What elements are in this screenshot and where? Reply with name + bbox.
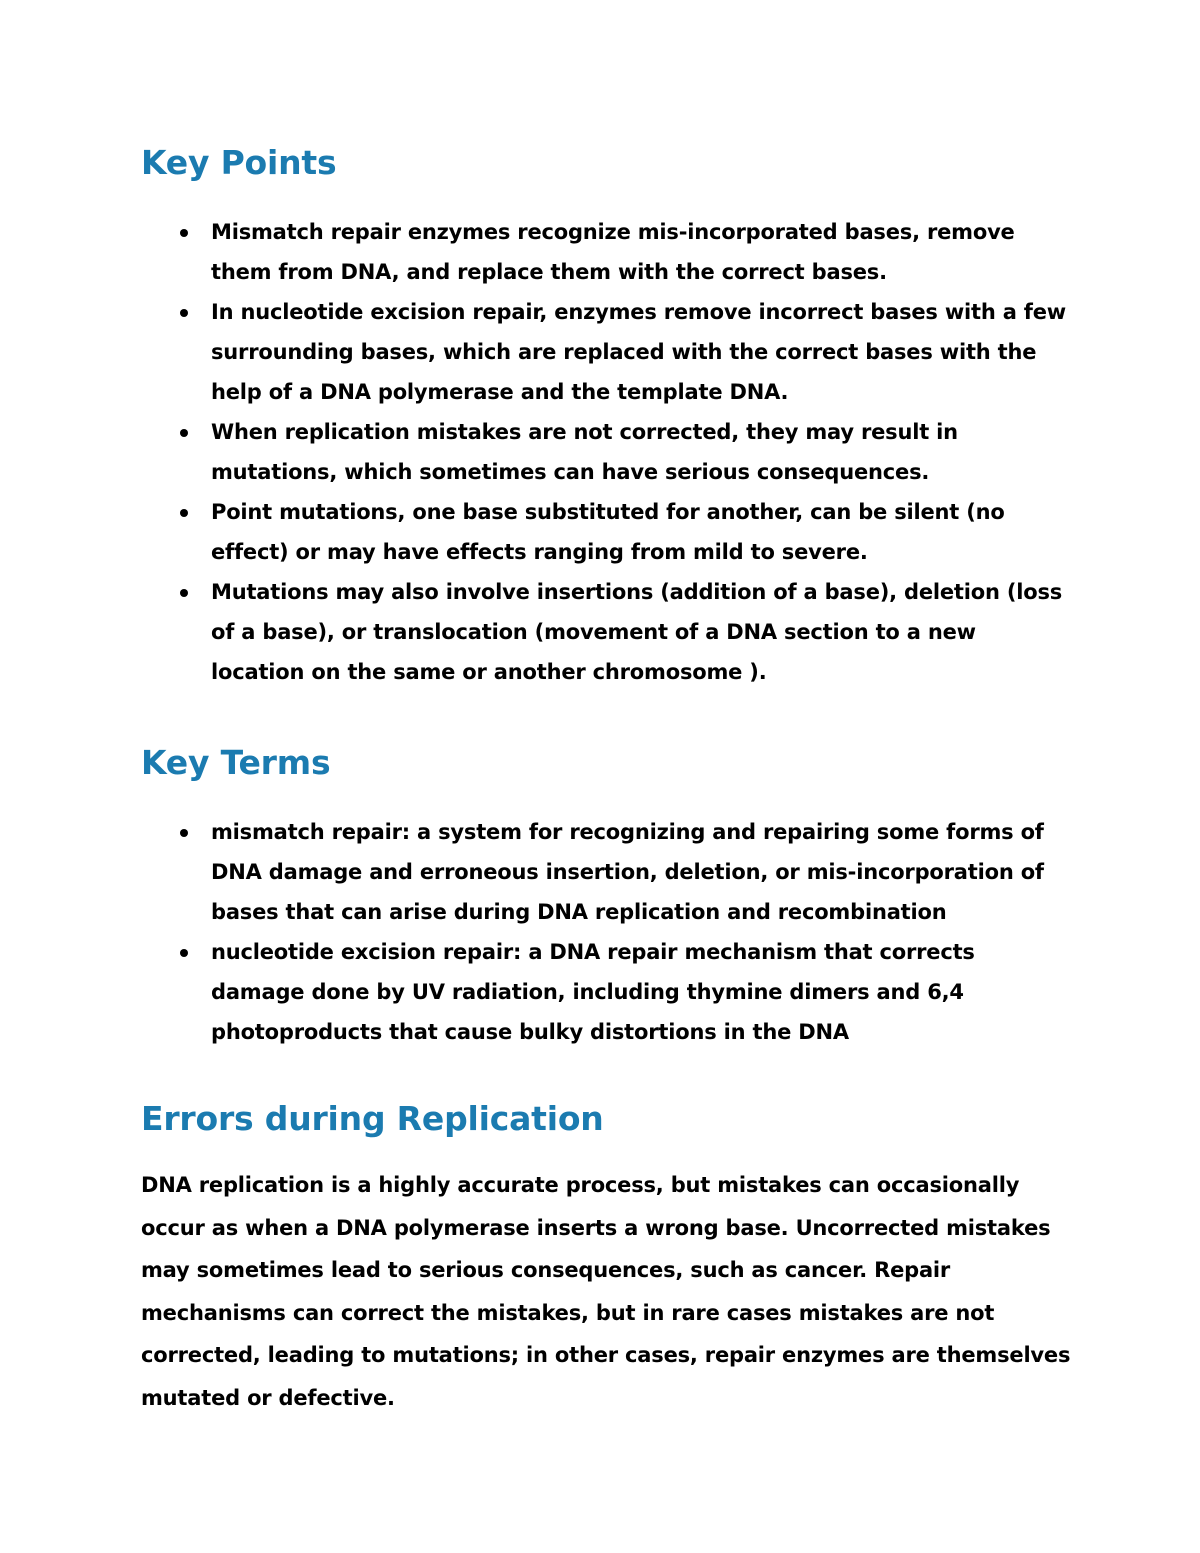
- bullet-icon: [180, 829, 188, 837]
- key-points-list: [141, 212, 1071, 692]
- list-item-text: Mutations may also involve insertions (addition of a base), deletion (loss of a base), or translocation (movement of a DNA section to a new location on the same or another chromosome ).: [211, 580, 1063, 684]
- bullet-icon: [180, 589, 188, 597]
- list-item-text: When replication mistakes are not corrected, they may result in mutations, which sometimes can have serious consequences.: [211, 420, 958, 484]
- bullet-icon: [180, 429, 188, 437]
- errors-heading: Errors during Replication: [141, 1099, 604, 1138]
- list-item: [211, 572, 1071, 692]
- list-item: [211, 492, 1071, 572]
- list-item-text: Point mutations, one base substituted for another, can be silent (no effect) or may have effects ranging from mild to severe.: [211, 500, 1005, 564]
- list-item-text: In nucleotide excision repair, enzymes remove incorrect bases with a few surrounding bases, which are replaced with the correct bases with the help of a DNA polymerase and the template DNA.: [211, 300, 1066, 404]
- bullet-icon: [180, 309, 188, 317]
- key-terms-list: [141, 812, 1071, 1052]
- list-item: [211, 812, 1071, 932]
- list-item-text: Mismatch repair enzymes recognize mis-incorporated bases, remove them from DNA, and replace them with the correct bases.: [211, 220, 1015, 284]
- list-item-text: nucleotide excision repair: a DNA repair mechanism that corrects damage done by UV radiation, including thymine dimers and 6,4 photoproducts that cause bulky distortions in the DNA: [211, 940, 975, 1044]
- bullet-icon: [180, 949, 188, 957]
- document-page: [141, 140, 1071, 1419]
- list-item: [211, 212, 1071, 292]
- list-item: [211, 412, 1071, 492]
- key-points-heading: Key Points: [141, 143, 337, 182]
- key-terms-heading: Key Terms: [141, 743, 331, 782]
- errors-paragraph: DNA replication is a highly accurate process, but mistakes can occasionally occur as when a DNA polymerase inserts a wrong base. Uncorrected mistakes may sometimes lead to serious consequences, such as cancer. Repair mechanisms can correct the mistakes, but in rare cases mistakes are not corrected, leading to mutations; in other cases, repair enzymes are themselves mutated or defective.: [141, 1173, 1071, 1410]
- list-item: [211, 292, 1071, 412]
- bullet-icon: [180, 229, 188, 237]
- bullet-icon: [180, 509, 188, 517]
- list-item: [211, 932, 1071, 1052]
- list-item-text: mismatch repair: a system for recognizing and repairing some forms of DNA damage and erroneous insertion, deletion, or mis-incorporation of bases that can arise during DNA replication and recombination: [211, 820, 1044, 924]
